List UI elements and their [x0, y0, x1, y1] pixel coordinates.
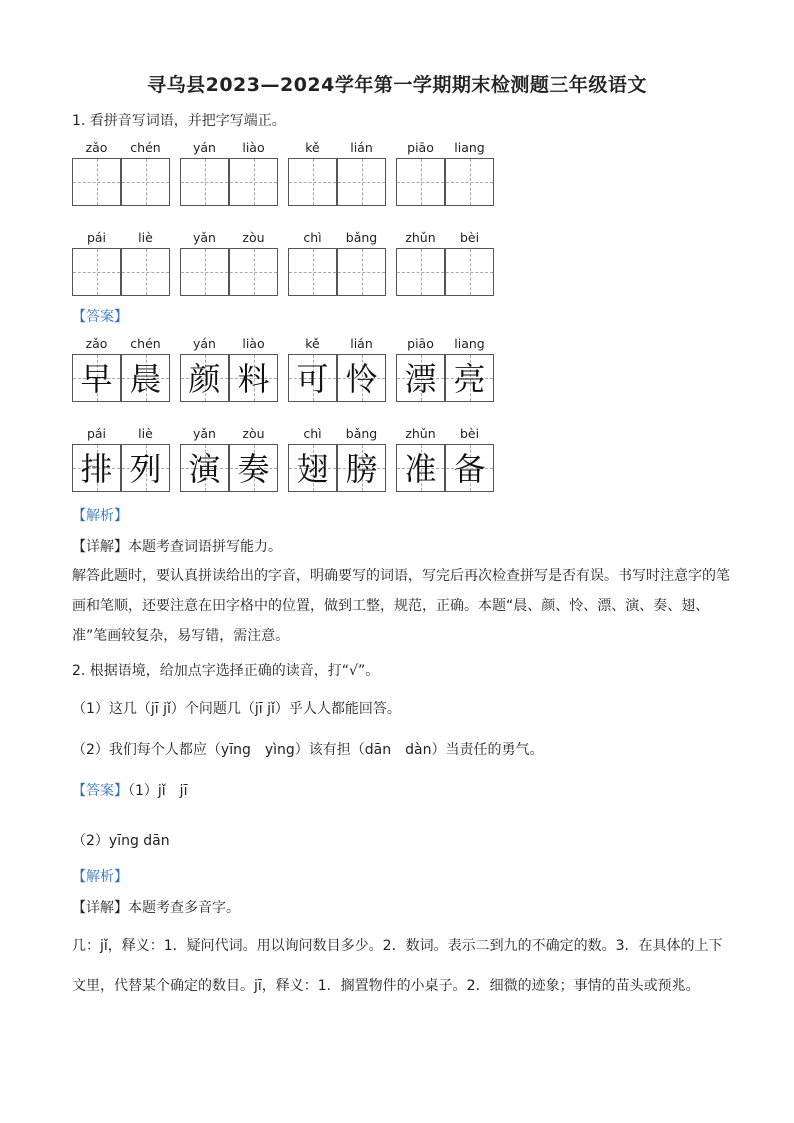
tianzige-box	[121, 354, 170, 402]
pinyin: zǎo	[85, 336, 108, 351]
tianzige-box	[180, 444, 229, 492]
hanzi: 早	[80, 360, 113, 398]
tianzige-box	[396, 444, 445, 492]
tianzige-box[interactable]	[180, 158, 229, 206]
hanzi: 演	[188, 450, 221, 488]
tianzige-box	[337, 444, 386, 492]
hanzi: 奏	[237, 450, 270, 488]
tianzige-box	[180, 354, 229, 402]
pinyin: bǎng	[345, 426, 378, 441]
hanzi: 排	[80, 450, 113, 488]
pinyin: yán	[193, 140, 216, 155]
pinyin: bèi	[459, 230, 480, 245]
tianzige-box[interactable]	[396, 158, 445, 206]
hanzi: 亮	[453, 360, 486, 398]
tianzige-box	[396, 354, 445, 402]
hanzi: 备	[453, 450, 486, 488]
question-2-prompt: 2. 根据语境，给加点字选择正确的读音，打“√”。	[72, 663, 380, 679]
tianzige-box[interactable]	[180, 248, 229, 296]
tianzige-box[interactable]	[288, 248, 337, 296]
page-title: 寻乌县2023—2024学年第一学期期末检测题三年级语文	[147, 74, 647, 96]
tianzige-box[interactable]	[445, 248, 494, 296]
tianzige-box[interactable]	[72, 158, 121, 206]
tianzige-box[interactable]	[288, 158, 337, 206]
pinyin: piāo	[407, 140, 434, 155]
tianzige-box	[72, 444, 121, 492]
tianzige-box	[72, 354, 121, 402]
tianzige-box	[121, 444, 170, 492]
pinyin: liè	[138, 426, 153, 441]
pinyin: zòu	[242, 426, 265, 441]
hanzi: 翅	[296, 450, 329, 488]
pinyin: zǎo	[85, 140, 108, 155]
hanzi: 可	[296, 360, 329, 398]
tianzige-box	[445, 444, 494, 492]
tianzige-box	[445, 354, 494, 402]
analysis-tag: 【解析】	[72, 869, 128, 885]
pinyin: liang	[454, 140, 485, 155]
explanation-text: 解答此题时，要认真拼读给出的字音，明确要写的词语，写完后再次检查拼写是否有误。书写时注意字的笔画和笔顺，还要注意在田字格中的位置，做到工整，规范，正确。本题“晨、颜、怜、漂、演、奏、翅、准”笔画较复杂，易写错，需注意。	[72, 568, 730, 644]
answer-1: （1）jǐ jī	[128, 783, 188, 799]
answer-tag: 【答案】	[72, 783, 128, 799]
analysis-tag: 【解析】	[72, 508, 128, 524]
hanzi: 料	[237, 360, 270, 398]
tianzige-box[interactable]	[229, 158, 278, 206]
question-1-prompt: 1. 看拼音写词语，并把字写端正。	[72, 113, 286, 129]
pinyin: bèi	[459, 426, 480, 441]
tianzige-box	[337, 354, 386, 402]
pinyin: yán	[193, 336, 216, 351]
hanzi: 准	[404, 450, 437, 488]
tianzige-box[interactable]	[396, 248, 445, 296]
hanzi: 漂	[404, 360, 437, 398]
tianzige-box	[229, 444, 278, 492]
explanation-text: 几：jǐ，释义：1．疑问代词。用以询问数目多少。2．数词。表示二到九的不确定的数。3．在具体的上下文里，代替某个确定的数目。jī，释义：1．搁置物件的小桌子。2．细微的迹象；事情的苗头或预兆。	[72, 938, 723, 994]
pinyin: liè	[138, 230, 153, 245]
pinyin: zhǔn	[405, 426, 436, 441]
pinyin: pái	[86, 426, 107, 441]
pinyin: yǎn	[193, 426, 216, 441]
tianzige-box[interactable]	[121, 158, 170, 206]
detail-text: 【详解】本题考查多音字。	[72, 900, 240, 916]
pinyin: zòu	[242, 230, 265, 245]
question-2-item-2: （2）我们每个人都应（yīng yìng）该有担（dān dàn）当责任的勇气。	[72, 742, 544, 758]
pinyin: chì	[303, 230, 322, 245]
pinyin: lián	[350, 336, 373, 351]
hanzi: 颜	[188, 360, 221, 398]
pinyin: chén	[130, 336, 161, 351]
pinyin: liào	[242, 336, 265, 351]
pinyin: bǎng	[345, 230, 378, 245]
tianzige-box[interactable]	[445, 158, 494, 206]
hanzi: 列	[129, 450, 162, 488]
pinyin: piāo	[407, 336, 434, 351]
answer-tag: 【答案】	[72, 309, 128, 325]
pinyin: kě	[305, 336, 320, 351]
pinyin: liào	[242, 140, 265, 155]
pinyin: chì	[303, 426, 322, 441]
hanzi: 膀	[345, 450, 378, 488]
tianzige-box[interactable]	[229, 248, 278, 296]
pinyin: kě	[305, 140, 320, 155]
pinyin: zhǔn	[405, 230, 436, 245]
tianzige-box	[288, 444, 337, 492]
pinyin: chén	[130, 140, 161, 155]
hanzi: 晨	[129, 360, 162, 398]
answer-2: （2）yīng dān	[72, 833, 170, 849]
tianzige-box	[288, 354, 337, 402]
detail-text: 【详解】本题考查词语拼写能力。	[72, 539, 282, 555]
tianzige-box[interactable]	[72, 248, 121, 296]
hanzi: 怜	[345, 360, 378, 398]
pinyin: liang	[454, 336, 485, 351]
tianzige-box	[229, 354, 278, 402]
pinyin: lián	[350, 140, 373, 155]
question-2-item-1: （1）这几（jī jǐ）个问题几（jī jǐ）乎人人都能回答。	[72, 701, 401, 717]
tianzige-box[interactable]	[337, 248, 386, 296]
tianzige-box[interactable]	[337, 158, 386, 206]
pinyin: pái	[86, 230, 107, 245]
answer-line	[72, 780, 187, 800]
tianzige-box[interactable]	[121, 248, 170, 296]
pinyin: yǎn	[193, 230, 216, 245]
